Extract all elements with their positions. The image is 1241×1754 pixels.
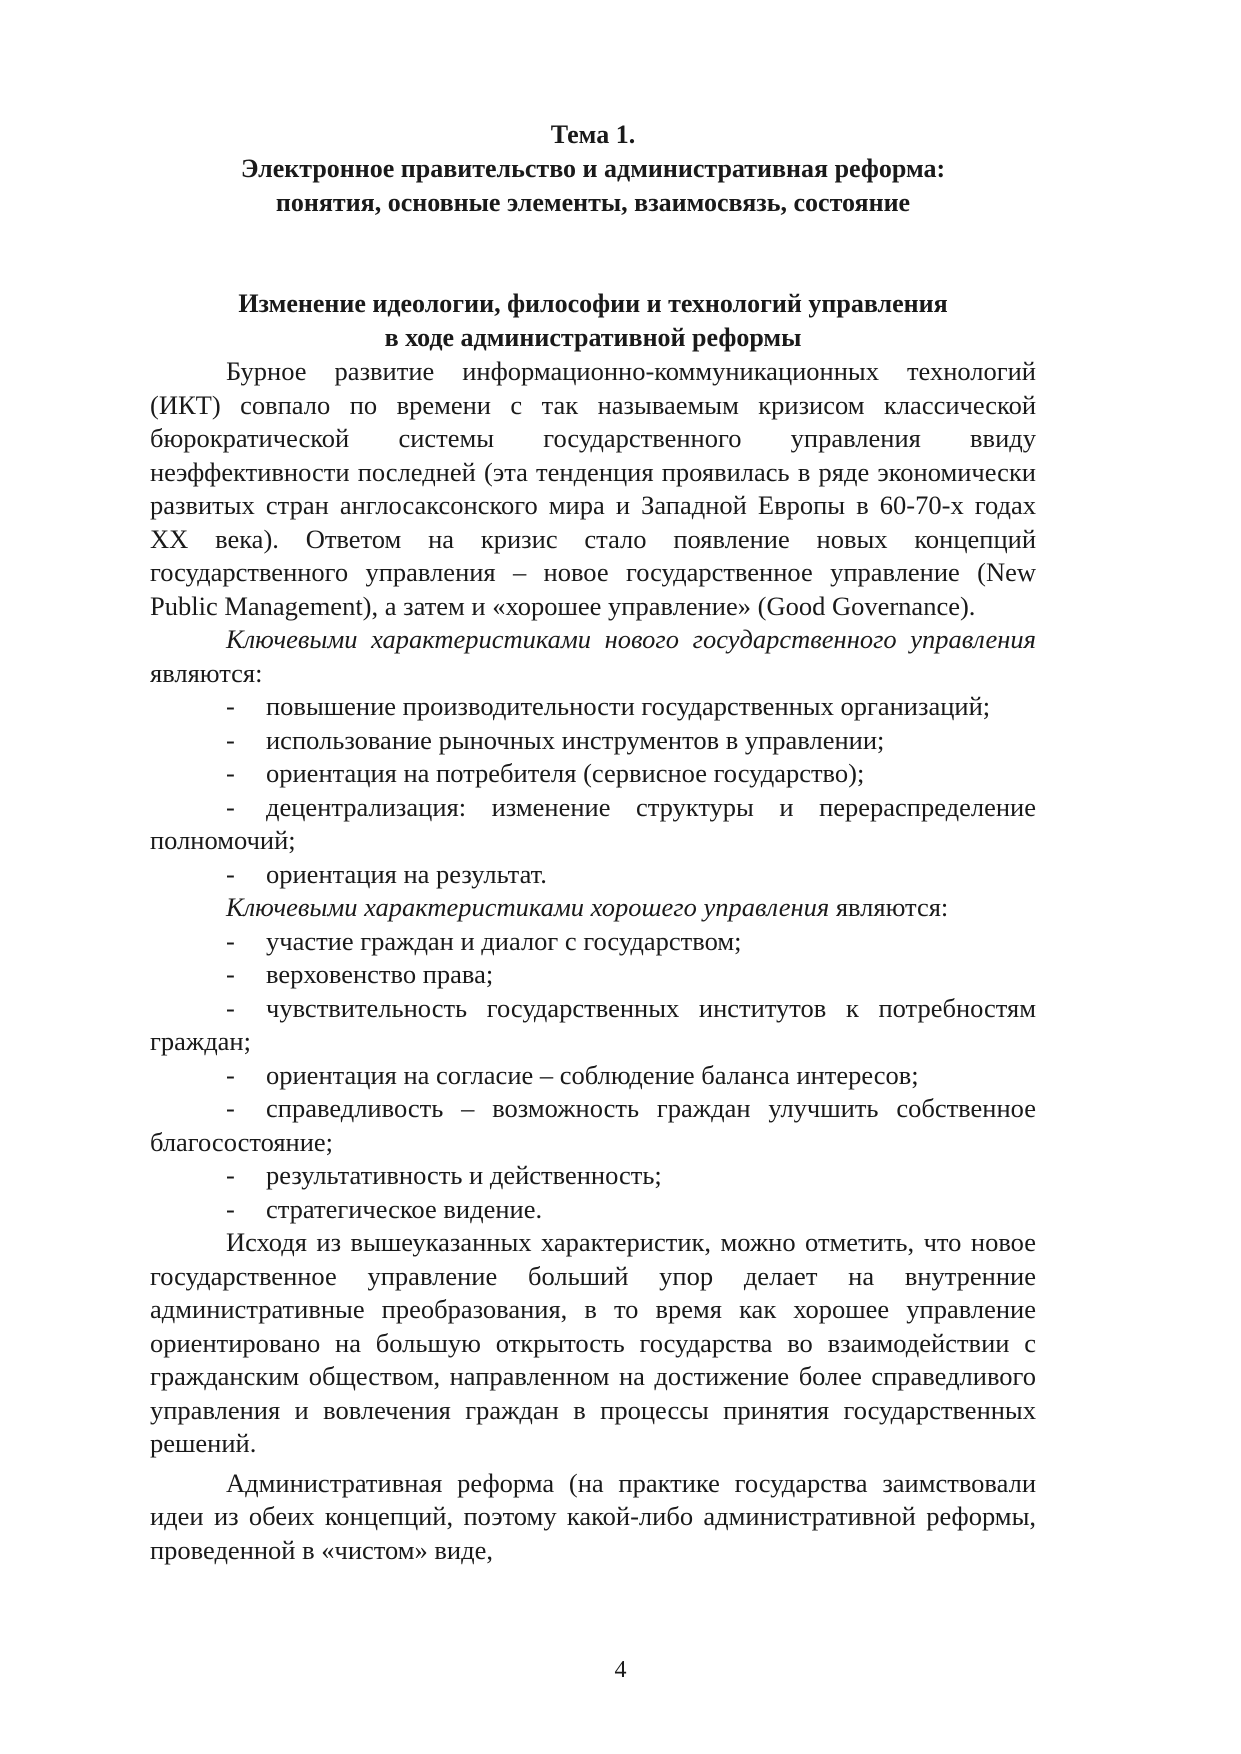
- chapter-title-line-2: понятия, основные элементы, взаимосвязь, состояние: [275, 188, 911, 217]
- page-number: 4: [614, 1657, 627, 1683]
- bullet-dash: -: [226, 791, 235, 822]
- list-item-text: стратегическое видение.: [266, 1193, 543, 1224]
- gg-lead-rest: являются:: [829, 892, 949, 922]
- list-item-text: использование рыночных инструментов в управлении;: [266, 724, 885, 755]
- bullet-dash: -: [226, 925, 235, 956]
- list-item: [150, 757, 1036, 791]
- section-heading: [150, 287, 1036, 355]
- list-item: [150, 1193, 1036, 1227]
- list-item-text: ориентация на результат.: [266, 858, 547, 889]
- bullet-dash: -: [226, 758, 235, 788]
- document-page: [150, 118, 1036, 1567]
- npm-lead-paragraph: [150, 623, 1036, 690]
- chapter-heading: [150, 118, 1036, 220]
- list-item: [150, 958, 1036, 992]
- bullet-dash: -: [226, 691, 235, 721]
- list-item-text: верховенство права;: [266, 959, 494, 989]
- intro-paragraph: Бурное развитие информационно-коммуникационных технологий (ИКТ) совпало по времени с так называемым кризисом классической бюрократической системы государственного управления ввиду неэффективности последней (эта тенденция проявилась в ряде экономически развитых стран англосаксонского мира и Западной Европы в 60-70-х годах XX века). Ответом на кризис стало появление новых концепций государственного управления – новое государственное управление (New Public Management), а затем и «хорошее управление» (Good Governance).: [150, 356, 1036, 621]
- section-title-line-2: в ходе административной реформы: [384, 323, 802, 352]
- bullet-dash: -: [226, 858, 235, 889]
- body-text: [150, 355, 1036, 1567]
- bullet-dash: -: [226, 724, 235, 755]
- npm-list: [150, 690, 1036, 891]
- gg-list: [150, 925, 1036, 1227]
- list-item: [150, 1159, 1036, 1193]
- list-item-text: справедливость – возможность граждан улучшить собственное благосостояние;: [150, 1093, 1036, 1157]
- chapter-title-line-1: Электронное правительство и административная реформа:: [240, 154, 946, 183]
- list-item-text: повышение производительности государственных организаций;: [266, 691, 991, 721]
- list-item-text: результативность и действенность;: [266, 1160, 662, 1190]
- topic-label: Тема 1.: [550, 120, 636, 149]
- bullet-dash: -: [226, 1193, 235, 1224]
- bullet-dash: -: [226, 992, 235, 1023]
- list-item: [150, 925, 1036, 959]
- list-item-text: ориентация на согласие – соблюдение баланса интересов;: [266, 1059, 919, 1090]
- gg-lead-paragraph: [150, 891, 1036, 925]
- list-item: [150, 690, 1036, 724]
- list-item: [150, 724, 1036, 758]
- section-title-line-1: Изменение идеологии, философии и технологий управления: [238, 289, 948, 318]
- list-item-text: децентрализация: изменение структуры и перераспределение полномочий;: [150, 791, 1036, 855]
- list-item: [150, 1059, 1036, 1093]
- npm-lead-rest: являются:: [150, 657, 263, 688]
- gg-lead-italic: Ключевыми характеристиками хорошего управления: [226, 892, 830, 922]
- list-item-text: участие граждан и диалог с государством;: [266, 925, 742, 956]
- bullet-dash: -: [226, 1160, 235, 1190]
- list-item-text: ориентация на потребителя (сервисное государство);: [266, 758, 865, 788]
- bullet-dash: -: [226, 1093, 235, 1123]
- list-item: [150, 791, 1036, 858]
- admin-reform-paragraph: Административная реформа (на практике государства заимствовали идеи из обеих концепций, поэтому какой-либо административной реформы, проведенной в «чистом» виде,: [150, 1467, 1036, 1565]
- list-item-text: чувствительность государственных институтов к потребностям граждан;: [150, 992, 1036, 1056]
- list-item: [150, 992, 1036, 1059]
- conclusion-paragraph: Исходя из вышеуказанных характеристик, можно отметить, что новое государственное управление больший упор делает на внутренние административные преобразования, в то время как хорошее управление ориентировано на большую открытость государства во взаимодействии с гражданским обществом, направленном на достижение более справедливого управления и вовлечения граждан в процессы принятия государственных решений.: [150, 1227, 1036, 1458]
- npm-lead-italic: Ключевыми характеристиками нового государственного управления: [226, 624, 1036, 654]
- list-item: [150, 858, 1036, 892]
- list-item: [150, 1092, 1036, 1159]
- bullet-dash: -: [226, 1059, 235, 1090]
- bullet-dash: -: [226, 959, 235, 989]
